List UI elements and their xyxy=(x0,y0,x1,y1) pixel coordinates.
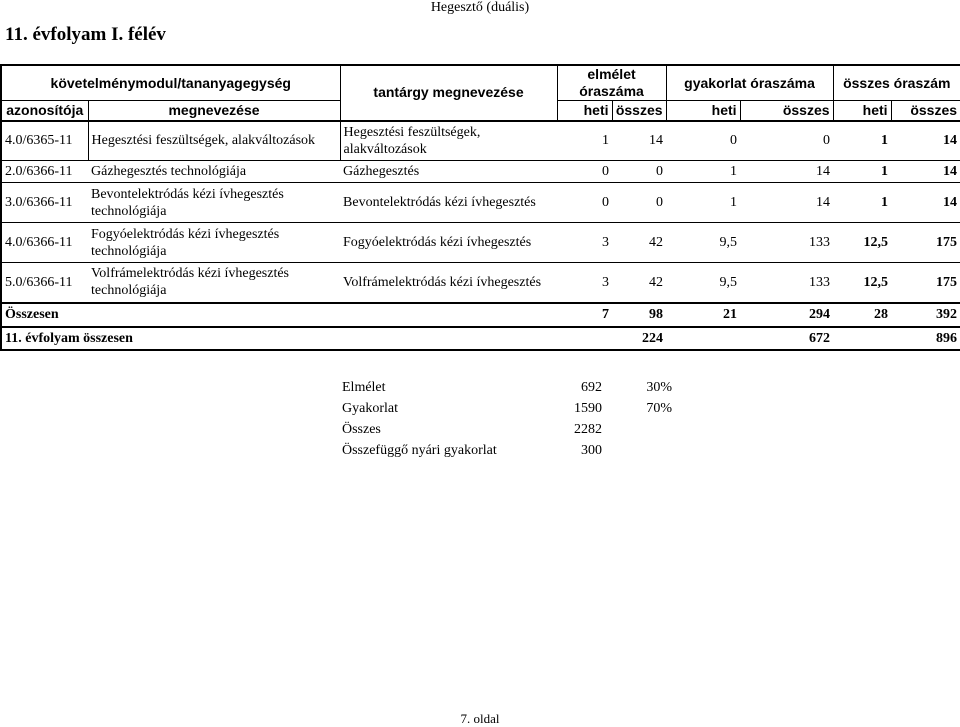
total-total: 175 xyxy=(891,223,960,263)
summary-percent xyxy=(602,419,672,440)
sum-theory-weekly: 7 xyxy=(557,303,612,327)
summary-label: Elmélet xyxy=(342,380,386,395)
theory-weekly-header: heti xyxy=(557,101,612,121)
sum-total-total: 392 xyxy=(891,303,960,327)
row-name: Hegesztési feszültségek, alakváltozások xyxy=(88,121,340,161)
row-subject: Fogyóelektródás kézi ívhegesztés xyxy=(340,223,557,263)
practice-weekly: 0 xyxy=(666,121,740,161)
practice-total-header: összes xyxy=(740,101,833,121)
table-row xyxy=(1,223,960,263)
practice-total: 14 xyxy=(740,161,833,183)
row-name: Bevontelektródás kézi ívhegesztés technológiája xyxy=(88,183,340,223)
sum-practice-weekly: 21 xyxy=(666,303,740,327)
practice-total: 133 xyxy=(740,223,833,263)
theory-total: 0 xyxy=(612,161,666,183)
summary-row xyxy=(342,398,672,419)
theory-weekly: 0 xyxy=(557,183,612,223)
sum-practice-total: 294 xyxy=(740,303,833,327)
theory-total: 14 xyxy=(612,121,666,161)
total-weekly: 1 xyxy=(833,121,891,161)
table-row xyxy=(1,183,960,223)
year-practice: 672 xyxy=(666,327,833,350)
total-weekly: 12,5 xyxy=(833,223,891,263)
theory-group-header: elmélet óraszáma xyxy=(557,65,666,101)
row-name: Gázhegesztés technológiája xyxy=(88,161,340,183)
document-header: Hegesztő (duális) xyxy=(430,0,530,15)
summary-label: Összefüggő nyári gyakorlat xyxy=(342,443,497,458)
total-total: 175 xyxy=(891,263,960,303)
practice-group-header: gyakorlat óraszáma xyxy=(666,65,833,101)
total-group-header: összes óraszám xyxy=(833,65,960,101)
theory-weekly: 3 xyxy=(557,223,612,263)
summary-table xyxy=(342,377,672,461)
year-theory: 224 xyxy=(557,327,666,350)
table-row xyxy=(1,121,960,161)
practice-total: 133 xyxy=(740,263,833,303)
theory-total: 0 xyxy=(612,183,666,223)
theory-total: 42 xyxy=(612,263,666,303)
summary-label: Gyakorlat xyxy=(342,401,398,416)
total-weekly: 1 xyxy=(833,161,891,183)
summary-row xyxy=(342,377,672,398)
theory-weekly: 3 xyxy=(557,263,612,303)
row-subject: Gázhegesztés xyxy=(340,161,557,183)
row-subject: Bevontelektródás kézi ívhegesztés xyxy=(340,183,557,223)
semester-title: 11. évfolyam I. félév xyxy=(5,24,166,45)
row-name: Fogyóelektródás kézi ívhegesztés technológiája xyxy=(88,223,340,263)
theory-total-header: összes xyxy=(612,101,666,121)
summary-row xyxy=(342,440,672,461)
total-total-header: összes xyxy=(891,101,960,121)
row-id: 4.0/6366-11 xyxy=(1,223,88,263)
row-name: Volfrámelektródás kézi ívhegesztés technológiája xyxy=(88,263,340,303)
summary-row xyxy=(342,419,672,440)
summary-label: Összes xyxy=(342,422,381,437)
summary-percent: 70% xyxy=(646,401,672,416)
summary-value: 1590 xyxy=(574,401,602,416)
row-subject: Hegesztési feszültségek, alakváltozások xyxy=(340,121,557,161)
year-total: 896 xyxy=(833,327,960,350)
total-total: 14 xyxy=(891,183,960,223)
curriculum-table xyxy=(0,64,960,351)
row-id: 4.0/6365-11 xyxy=(1,121,88,161)
practice-weekly: 1 xyxy=(666,183,740,223)
summary-value: 300 xyxy=(581,443,602,458)
summary-value: 692 xyxy=(581,380,602,395)
total-label: Összesen xyxy=(1,303,340,327)
module-group-header: követelménymodul/tananyagegység xyxy=(50,74,291,91)
page-number: 7. oldal xyxy=(460,711,500,726)
name-header: megnevezése xyxy=(88,101,340,121)
practice-weekly: 1 xyxy=(666,161,740,183)
practice-total: 0 xyxy=(740,121,833,161)
sum-theory-total: 98 xyxy=(612,303,666,327)
table-row xyxy=(1,161,960,183)
theory-total: 42 xyxy=(612,223,666,263)
year-total-row xyxy=(1,327,960,350)
subject-header: tantárgy megnevezése xyxy=(340,65,557,121)
summary-percent: 30% xyxy=(646,380,672,395)
practice-weekly: 9,5 xyxy=(666,223,740,263)
practice-weekly-header: heti xyxy=(666,101,740,121)
total-weekly: 12,5 xyxy=(833,263,891,303)
summary-value: 2282 xyxy=(574,422,602,437)
id-header: azonosítója xyxy=(1,101,88,121)
total-weekly-header: heti xyxy=(833,101,891,121)
summary-percent xyxy=(602,440,672,461)
practice-total: 14 xyxy=(740,183,833,223)
table-row xyxy=(1,263,960,303)
theory-weekly: 1 xyxy=(557,121,612,161)
total-weekly: 1 xyxy=(833,183,891,223)
sum-total-weekly: 28 xyxy=(833,303,891,327)
total-total: 14 xyxy=(891,121,960,161)
theory-weekly: 0 xyxy=(557,161,612,183)
year-total-label: 11. évfolyam összesen xyxy=(1,327,557,350)
practice-weekly: 9,5 xyxy=(666,263,740,303)
row-id: 2.0/6366-11 xyxy=(1,161,88,183)
row-id: 5.0/6366-11 xyxy=(1,263,88,303)
total-total: 14 xyxy=(891,161,960,183)
total-row xyxy=(1,303,960,327)
row-id: 3.0/6366-11 xyxy=(1,183,88,223)
row-subject: Volfrámelektródás kézi ívhegesztés xyxy=(340,263,557,303)
